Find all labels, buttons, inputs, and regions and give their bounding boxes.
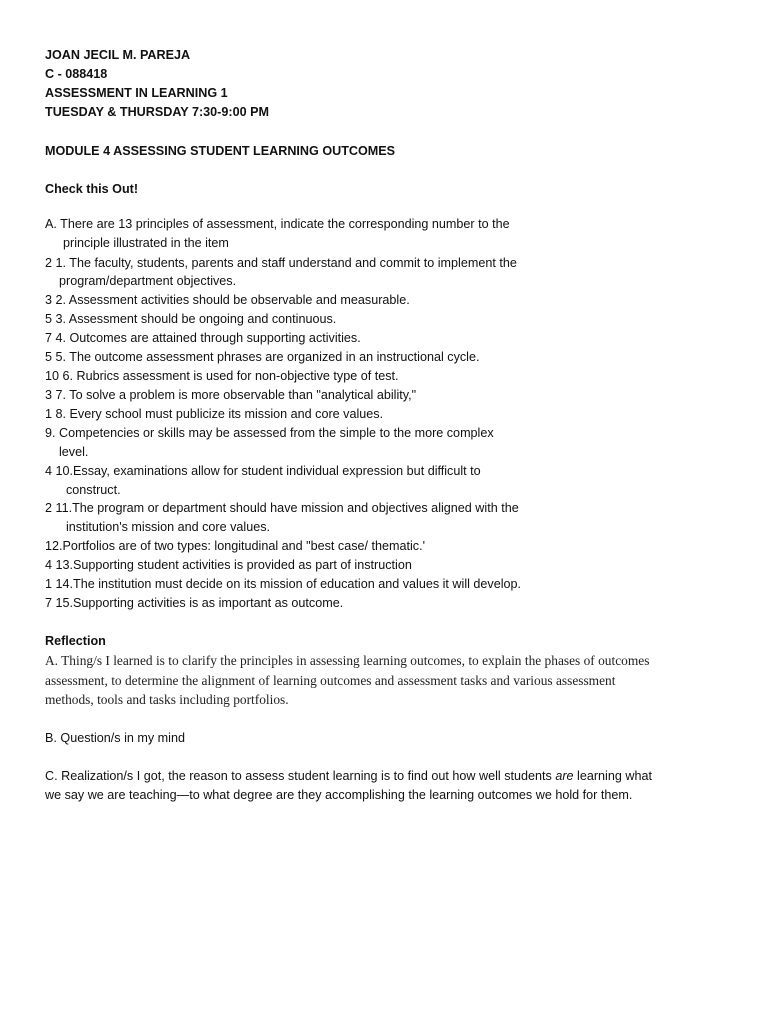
list-item: 12.Portfolios are of two types: longitudinal and "best case/ thematic.' bbox=[45, 539, 426, 553]
class-schedule: TUESDAY & THURSDAY 7:30-9:00 PM bbox=[45, 105, 269, 119]
list-item: 3 7. To solve a problem is more observable than "analytical ability," bbox=[45, 388, 417, 402]
list-item: 5 3. Assessment should be ongoing and continuous. bbox=[45, 312, 337, 326]
module-title: MODULE 4 ASSESSING STUDENT LEARNING OUTCOMES bbox=[45, 144, 396, 158]
reflection-c-line-2: we say we are teaching—to what degree are they accomplishing the learning outcomes we hold for them. bbox=[45, 788, 633, 802]
list-item: 9. Competencies or skills may be assessed from the simple to the more complex bbox=[45, 426, 494, 440]
reflection-c-line-1 bbox=[45, 767, 652, 786]
list-item: 1 8. Every school must publicize its mission and core values. bbox=[45, 407, 384, 421]
list-item-continued: construct. bbox=[66, 483, 121, 497]
list-item: 3 2. Assessment activities should be observable and measurable. bbox=[45, 293, 410, 307]
instructions-line-2: principle illustrated in the item bbox=[63, 236, 229, 250]
list-item: 10 6. Rubrics assessment is used for non-objective type of test. bbox=[45, 369, 399, 383]
list-item: 2 1. The faculty, students, parents and staff understand and commit to implement the bbox=[45, 256, 517, 270]
reflection-b: B. Question/s in my mind bbox=[45, 731, 185, 745]
check-heading: Check this Out! bbox=[45, 182, 139, 196]
reflection-c-text: C. Realization/s I got, the reason to assess student learning is to find out how well students bbox=[45, 769, 556, 783]
list-item: 4 13.Supporting student activities is provided as part of instruction bbox=[45, 558, 412, 572]
student-id: C - 088418 bbox=[45, 67, 108, 81]
reflection-a-line-2: assessment, to determine the alignment of learning outcomes and assessment tasks and various assessment bbox=[45, 673, 616, 688]
list-item: 7 15.Supporting activities is as important as outcome. bbox=[45, 596, 344, 610]
list-item: 5 5. The outcome assessment phrases are organized in an instructional cycle. bbox=[45, 350, 480, 364]
course-title: ASSESSMENT IN LEARNING 1 bbox=[45, 86, 228, 100]
list-item-continued: program/department objectives. bbox=[59, 274, 237, 288]
reflection-a-line-1: A. Thing/s I learned is to clarify the principles in assessing learning outcomes, to explain the phases of outcomes bbox=[45, 653, 650, 668]
instructions-line-1: A. There are 13 principles of assessment, indicate the corresponding number to the bbox=[45, 217, 510, 231]
reflection-heading: Reflection bbox=[45, 634, 106, 648]
list-item: 4 10.Essay, examinations allow for student individual expression but difficult to bbox=[45, 464, 481, 478]
reflection-a-line-3: methods, tools and tasks including portfolios. bbox=[45, 692, 289, 707]
list-item: 7 4. Outcomes are attained through supporting activities. bbox=[45, 331, 361, 345]
reflection-c-text-end: learning what bbox=[573, 769, 652, 783]
list-item: 2 11.The program or department should have mission and objectives aligned with the bbox=[45, 501, 519, 515]
list-item: 1 14.The institution must decide on its mission of education and values it will develop. bbox=[45, 577, 522, 591]
student-name: JOAN JECIL M. PAREJA bbox=[45, 48, 191, 62]
list-item-continued: level. bbox=[59, 445, 89, 459]
reflection-c-emphasis: are bbox=[555, 769, 574, 783]
list-item-continued: institution's mission and core values. bbox=[66, 520, 271, 534]
